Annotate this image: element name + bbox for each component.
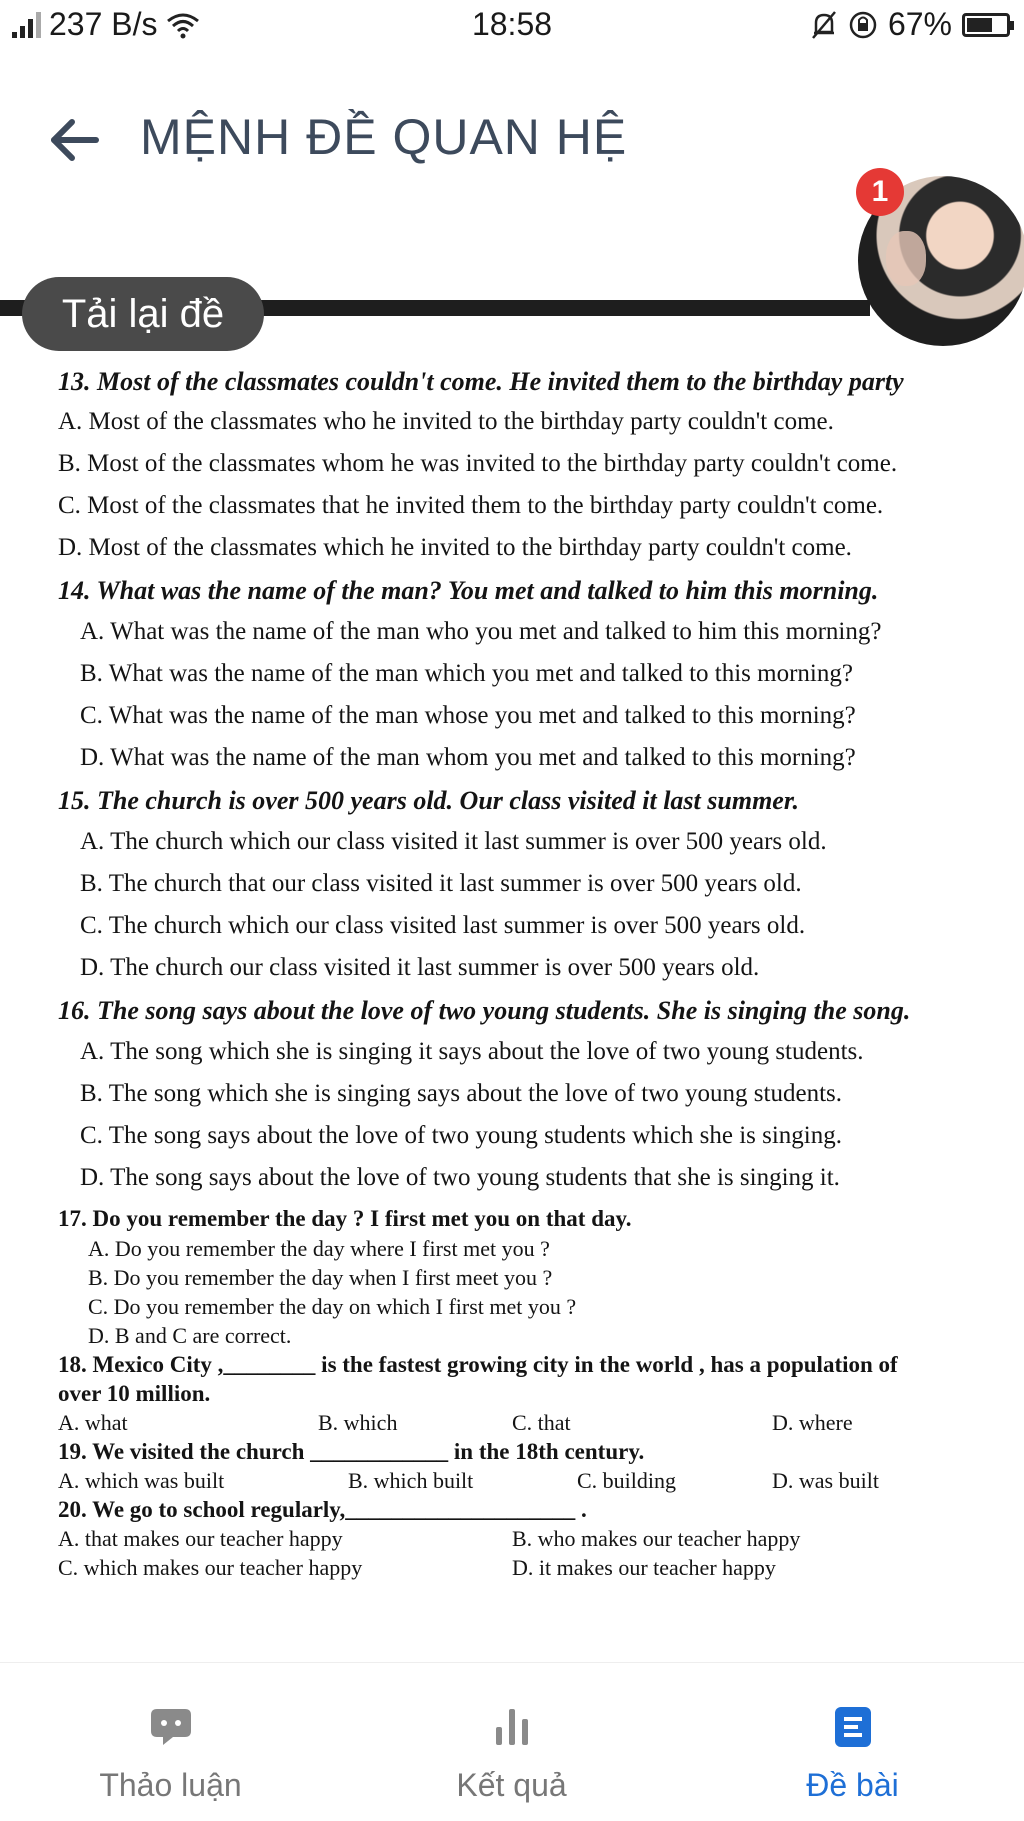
network-speed: 237 B/s	[49, 6, 158, 42]
question-14-option-d: D. What was the name of the man whom you met and talked to this morning?	[80, 744, 856, 771]
question-20-option-a: A. that makes our teacher happy	[58, 1526, 343, 1551]
question-16-option-a: A. The song which she is singing it says about the love of two young students.	[80, 1038, 864, 1065]
question-15-option-c: C. The church which our class visited last summer is over 500 years old.	[80, 912, 806, 939]
mute-bell-icon	[810, 10, 838, 40]
question-14-option-b: B. What was the name of the man which you met and talked to this morning?	[80, 660, 853, 687]
tab-results[interactable]	[341, 1663, 682, 1821]
question-20-option-c: C. which makes our teacher happy	[58, 1555, 363, 1580]
question-16-option-c: C. The song says about the love of two young students which she is singing.	[80, 1122, 842, 1149]
question-15-stem: 15. The church is over 500 years old. Our class visited it last summer.	[58, 786, 800, 815]
question-13-option-c: C. Most of the classmates that he invited them to the birthday party couldn't come.	[58, 492, 884, 519]
clock: 18:58	[471, 6, 553, 42]
question-20-stem: 20. We go to school regularly,____________________ .	[58, 1497, 587, 1522]
question-13-option-a: A. Most of the classmates who he invited to the birthday party couldn't come.	[58, 408, 834, 435]
question-19-option-d: D. was built	[772, 1468, 879, 1493]
battery-percent: 67%	[887, 6, 952, 42]
question-18-option-b: B. which	[318, 1410, 398, 1435]
question-14-stem: 14. What was the name of the man? You met and talked to him this morning.	[58, 576, 879, 605]
bottom-nav	[0, 1662, 1024, 1821]
tab-exam[interactable]	[682, 1663, 1023, 1821]
question-17-option-d: D. B and C are correct.	[88, 1323, 292, 1348]
question-13-stem: 13. Most of the classmates couldn't come. He invited them to the birthday party	[58, 367, 904, 396]
question-20-option-d: D. it makes our teacher happy	[512, 1555, 776, 1580]
question-18-option-d: D. where	[772, 1410, 853, 1435]
question-19-option-c: C. building	[577, 1468, 677, 1493]
question-16-option-d: D. The song says about the love of two young students that she is singing it.	[80, 1164, 840, 1191]
question-14-option-a: A. What was the name of the man who you met and talked to him this morning?	[80, 618, 882, 645]
question-19-stem: 19. We visited the church ____________ in the 18th century.	[58, 1439, 645, 1464]
question-19-option-a: A. which was built	[58, 1468, 225, 1493]
question-18-option-a: A. what	[58, 1410, 128, 1435]
question-13-option-b: B. Most of the classmates whom he was invited to the birthday party couldn't come.	[58, 450, 898, 477]
question-17-stem: 17. Do you remember the day ? I first met you on that day.	[58, 1206, 632, 1231]
question-16-stem: 16. The song says about the love of two young students. She is singing the song.	[58, 996, 911, 1025]
tab-exam-label: Đề bài	[806, 1767, 899, 1803]
question-18-stem: 18. Mexico City ,________ is the fastest growing city in the world , has a population of	[58, 1352, 898, 1377]
question-15-option-a: A. The church which our class visited it last summer is over 500 years old.	[80, 828, 827, 855]
bar-chart-icon	[490, 1705, 534, 1749]
chat-bubble-icon	[149, 1705, 193, 1749]
back-arrow-icon[interactable]	[48, 110, 108, 170]
tab-discussion[interactable]	[0, 1663, 341, 1821]
reload-exam-button[interactable]: Tải lại đề	[22, 277, 264, 351]
page-title: MỆNH ĐỀ QUAN HỆ	[140, 109, 628, 165]
question-19-option-b: B. which built	[348, 1468, 474, 1493]
question-16-option-b: B. The song which she is singing says about the love of two young students.	[80, 1080, 842, 1107]
question-20-option-b: B. who makes our teacher happy	[512, 1526, 801, 1551]
question-15-option-d: D. The church our class visited it last summer is over 500 years old.	[80, 954, 760, 981]
question-17-option-a: A. Do you remember the day where I first met you ?	[88, 1236, 550, 1261]
document-icon	[831, 1705, 875, 1749]
question-18-option-c: C. that	[512, 1410, 571, 1435]
notification-badge: 1	[856, 168, 904, 216]
question-17-option-b: B. Do you remember the day when I first meet you ?	[88, 1265, 553, 1290]
question-14-option-c: C. What was the name of the man whose you met and talked to this morning?	[80, 702, 856, 729]
tab-discussion-label: Thảo luận	[99, 1767, 242, 1803]
question-18-stem-cont: over 10 million.	[58, 1381, 211, 1406]
battery-icon	[962, 13, 1010, 37]
status-right	[810, 6, 1010, 43]
question-15-option-b: B. The church that our class visited it last summer is over 500 years old.	[80, 870, 802, 897]
question-17-option-c: C. Do you remember the day on which I first met you ?	[88, 1294, 577, 1319]
status-bar	[0, 0, 1024, 52]
tab-results-label: Kết quả	[456, 1767, 567, 1803]
rotation-lock-icon	[848, 10, 878, 40]
question-13-option-d: D. Most of the classmates which he invited to the birthday party couldn't come.	[58, 534, 852, 561]
battery-level	[967, 18, 992, 32]
